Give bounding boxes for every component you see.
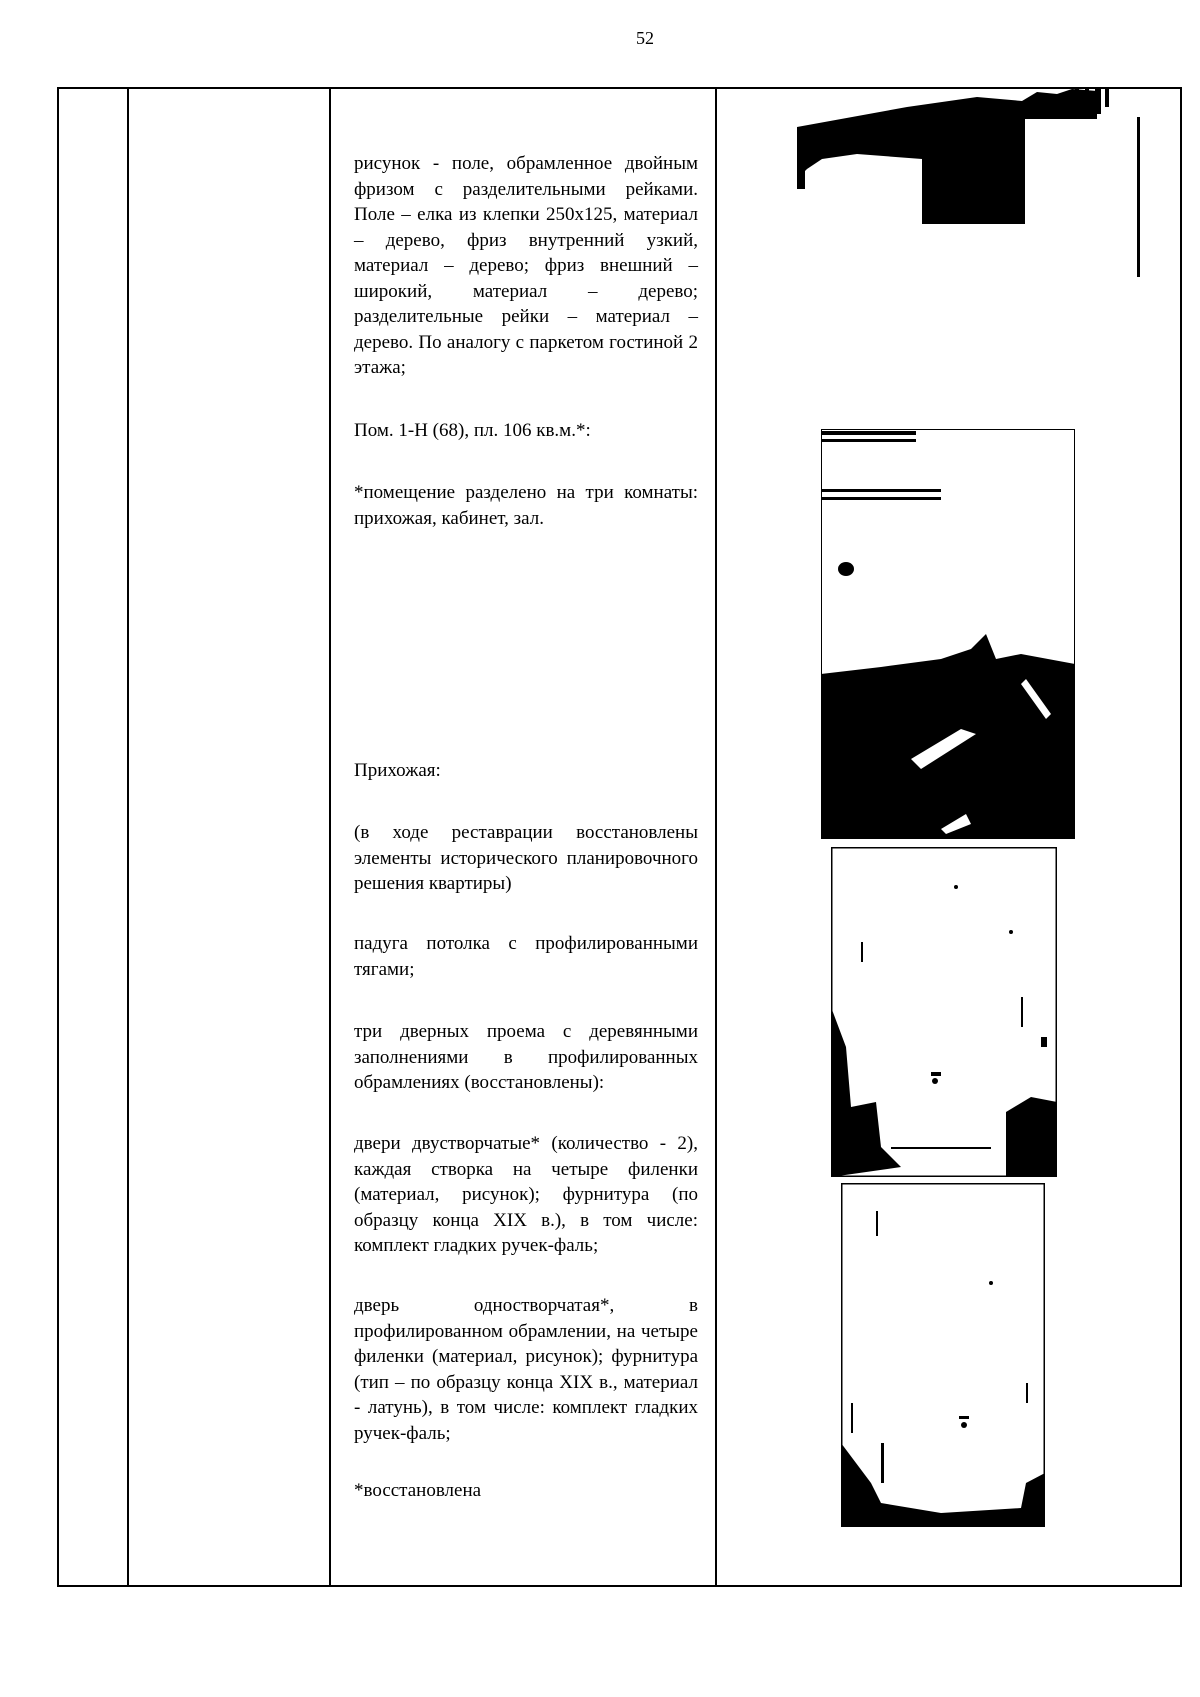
column-divider	[715, 89, 717, 1585]
paragraph-room-note: *помещение разделено на три комнаты: прихожая, кабинет, зал.	[354, 482, 698, 529]
paragraph-room-header: Пом. 1-Н (68), пл. 106 кв.м.*:	[354, 420, 591, 441]
photo-ceiling-cornice	[821, 429, 1075, 839]
paragraph-parquet: рисунок - поле, обрамленное двойным фризом с разделительными рейками. Поле – елка из клепки 250х125, материал – дерево, фриз внутренний узкий, материал – дерево; фриз внешний – широкий, материал – дерево; разделительные рейки – материал – дерево. По аналогу с паркетом гостиной 2 этажа;	[354, 153, 698, 378]
column-divider	[329, 89, 331, 1585]
paragraph-restored-note: *восстановлена	[354, 1480, 482, 1501]
paragraph-hallway-title: Прихожая:	[354, 760, 441, 781]
photo-single-door	[841, 1183, 1045, 1527]
photo-double-door	[831, 847, 1057, 1177]
paragraph-double-doors: двери двустворчатые* (количество - 2), каждая створка на четыре филенки (материал, рисунок); фурнитура (по образцу конца XIX в.), в том числе: комплект гладких ручек-фаль;	[354, 1133, 698, 1256]
paragraph-single-door: дверь одностворчатая*, в профилированном обрамлении, на четыре филенки (материал, рисунок); фурнитура (тип – по образцу конца XIX в., материал - латунь), в том числе: комплект гладких ручек-фаль;	[354, 1295, 698, 1444]
paragraph-doorways: три дверных проема с деревянными заполнениями в профилированных обрамлениях (восстановлены):	[354, 1021, 698, 1093]
page-number: 52	[636, 28, 654, 48]
document-table	[57, 87, 1182, 1587]
paragraph-ceiling: падуга потолка с профилированными тягами;	[354, 933, 698, 980]
column-divider	[127, 89, 129, 1585]
paragraph-restoration-note: (в ходе реставрации восстановлены элементы исторического планировочного решения квартиры)	[354, 822, 698, 894]
photo-ceiling-fragment	[797, 89, 1145, 279]
